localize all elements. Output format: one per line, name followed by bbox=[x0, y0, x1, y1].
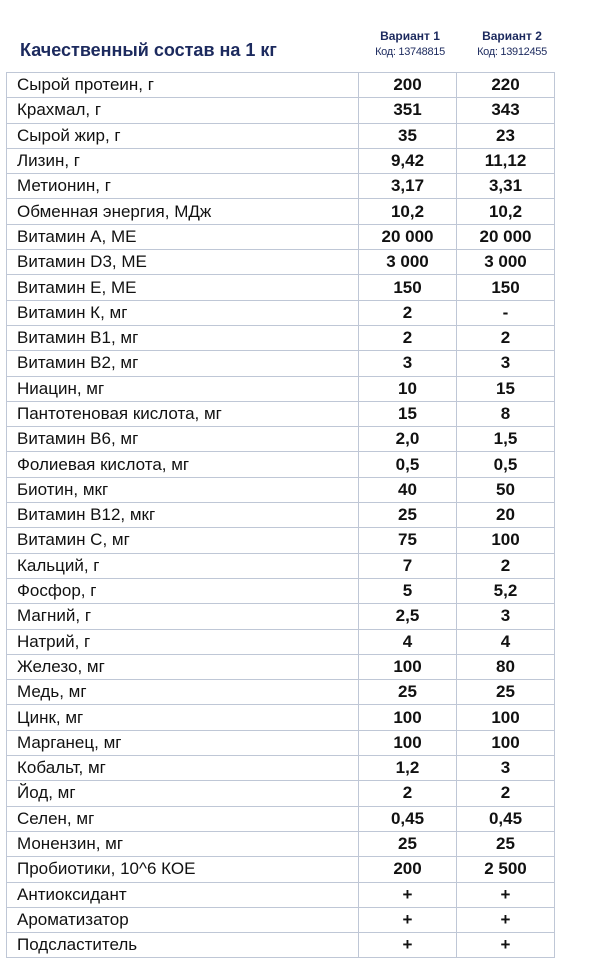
nutrient-name: Биотин, мкг bbox=[7, 477, 359, 502]
variant-1-value: 150 bbox=[359, 275, 457, 300]
composition-table bbox=[6, 72, 555, 958]
nutrient-name: Ароматизатор bbox=[7, 907, 359, 932]
nutrient-name: Витамин В6, мг bbox=[7, 427, 359, 452]
variant-2-value: + bbox=[457, 882, 555, 907]
variant-2-value: 3 bbox=[457, 756, 555, 781]
table-row bbox=[7, 781, 555, 806]
table-row bbox=[7, 325, 555, 350]
nutrient-name: Витамин В2, мг bbox=[7, 351, 359, 376]
table-row bbox=[7, 477, 555, 502]
table-title: Качественный состав на 1 кг bbox=[20, 40, 277, 60]
nutrient-name: Витамин D3, МЕ bbox=[7, 250, 359, 275]
table-row bbox=[7, 907, 555, 932]
variant-1-value: 35 bbox=[359, 123, 457, 148]
variant-1-value: 2 bbox=[359, 325, 457, 350]
table-row bbox=[7, 503, 555, 528]
variant-2-value: 220 bbox=[457, 73, 555, 98]
variant-1-value: 351 bbox=[359, 98, 457, 123]
variant-2-value: 20 000 bbox=[457, 224, 555, 249]
table-row bbox=[7, 730, 555, 755]
nutrient-name: Магний, г bbox=[7, 604, 359, 629]
variant-2-code: Код: 13912455 bbox=[477, 46, 547, 58]
variant-2-value: 2 bbox=[457, 781, 555, 806]
variant-1-value: 10,2 bbox=[359, 199, 457, 224]
variant-2-value: 3,31 bbox=[457, 174, 555, 199]
nutrient-name: Обменная энергия, МДж bbox=[7, 199, 359, 224]
variant-1-value: 3,17 bbox=[359, 174, 457, 199]
variant-1-code: Код: 13748815 bbox=[375, 46, 445, 58]
variant-2-value: 0,5 bbox=[457, 452, 555, 477]
variant-2-value: 8 bbox=[457, 401, 555, 426]
variant-1-value: 2 bbox=[359, 781, 457, 806]
nutrient-name: Витамин А, МЕ bbox=[7, 224, 359, 249]
variant-1-value: 2,5 bbox=[359, 604, 457, 629]
variant-2-value: 4 bbox=[457, 629, 555, 654]
variant-1-header bbox=[364, 28, 456, 60]
table-row bbox=[7, 250, 555, 275]
variant-1-value: 1,2 bbox=[359, 756, 457, 781]
nutrient-name: Фолиевая кислота, мг bbox=[7, 452, 359, 477]
table-row bbox=[7, 553, 555, 578]
table-row bbox=[7, 756, 555, 781]
nutrient-name: Пробиотики, 10^6 КОЕ bbox=[7, 857, 359, 882]
nutrient-name: Витамин Е, МЕ bbox=[7, 275, 359, 300]
variant-1-value: 5 bbox=[359, 578, 457, 603]
table-row bbox=[7, 806, 555, 831]
nutrient-name: Кальций, г bbox=[7, 553, 359, 578]
variant-1-value: 100 bbox=[359, 705, 457, 730]
nutrient-name: Цинк, мг bbox=[7, 705, 359, 730]
variant-2-value: 80 bbox=[457, 654, 555, 679]
variant-1-value: 0,45 bbox=[359, 806, 457, 831]
table-row bbox=[7, 376, 555, 401]
variant-1-value: 9,42 bbox=[359, 148, 457, 173]
variant-2-value: 3 000 bbox=[457, 250, 555, 275]
variant-2-value: 1,5 bbox=[457, 427, 555, 452]
nutrient-name: Подсластитель bbox=[7, 933, 359, 958]
variant-2-value: 20 bbox=[457, 503, 555, 528]
nutrient-name: Витамин В1, мг bbox=[7, 325, 359, 350]
nutrient-name: Витамин С, мг bbox=[7, 528, 359, 553]
variant-2-value: 2 bbox=[457, 553, 555, 578]
variant-1-name: Вариант 1 bbox=[380, 29, 440, 43]
nutrient-name: Кобальт, мг bbox=[7, 756, 359, 781]
variant-1-value: 200 bbox=[359, 73, 457, 98]
variant-1-value: 200 bbox=[359, 857, 457, 882]
variant-2-value: 25 bbox=[457, 831, 555, 856]
nutrient-name: Йод, мг bbox=[7, 781, 359, 806]
variant-2-value: 100 bbox=[457, 730, 555, 755]
table-row bbox=[7, 882, 555, 907]
nutrient-name: Сырой жир, г bbox=[7, 123, 359, 148]
variant-1-value: 3 bbox=[359, 351, 457, 376]
variant-2-value: 50 bbox=[457, 477, 555, 502]
table-row bbox=[7, 654, 555, 679]
variant-1-value: 2 bbox=[359, 300, 457, 325]
variant-1-value: 15 bbox=[359, 401, 457, 426]
table-row bbox=[7, 123, 555, 148]
nutrient-name: Витамин В12, мкг bbox=[7, 503, 359, 528]
variant-2-value: 25 bbox=[457, 680, 555, 705]
table-row bbox=[7, 300, 555, 325]
table-row bbox=[7, 98, 555, 123]
variant-2-value: 3 bbox=[457, 604, 555, 629]
table-row bbox=[7, 199, 555, 224]
variant-2-header bbox=[466, 28, 558, 60]
variant-1-value: 20 000 bbox=[359, 224, 457, 249]
table-row bbox=[7, 629, 555, 654]
variant-1-value: 25 bbox=[359, 831, 457, 856]
table-header bbox=[0, 0, 600, 72]
variant-1-value: 100 bbox=[359, 654, 457, 679]
table-row bbox=[7, 680, 555, 705]
variant-2-value: 150 bbox=[457, 275, 555, 300]
table-row bbox=[7, 275, 555, 300]
variant-1-value: 0,5 bbox=[359, 452, 457, 477]
variant-2-value: 23 bbox=[457, 123, 555, 148]
variant-2-value: 343 bbox=[457, 98, 555, 123]
variant-2-value: + bbox=[457, 933, 555, 958]
table-row bbox=[7, 831, 555, 856]
table-row bbox=[7, 401, 555, 426]
variant-2-value: 5,2 bbox=[457, 578, 555, 603]
nutrient-name: Сырой протеин, г bbox=[7, 73, 359, 98]
nutrient-name: Натрий, г bbox=[7, 629, 359, 654]
variant-2-value: 10,2 bbox=[457, 199, 555, 224]
variant-2-value: 100 bbox=[457, 528, 555, 553]
nutrient-name: Пантотеновая кислота, мг bbox=[7, 401, 359, 426]
table-row bbox=[7, 528, 555, 553]
variant-1-value: 25 bbox=[359, 680, 457, 705]
table-row bbox=[7, 578, 555, 603]
nutrient-name: Железо, мг bbox=[7, 654, 359, 679]
variant-1-value: 100 bbox=[359, 730, 457, 755]
nutrient-name: Марганец, мг bbox=[7, 730, 359, 755]
variant-2-value: 100 bbox=[457, 705, 555, 730]
table-row bbox=[7, 351, 555, 376]
variant-2-name: Вариант 2 bbox=[482, 29, 542, 43]
nutrient-name: Фосфор, г bbox=[7, 578, 359, 603]
table-row bbox=[7, 174, 555, 199]
variant-2-value: 2 500 bbox=[457, 857, 555, 882]
table-row bbox=[7, 933, 555, 958]
nutrient-name: Монензин, мг bbox=[7, 831, 359, 856]
variant-1-value: 10 bbox=[359, 376, 457, 401]
table-row bbox=[7, 705, 555, 730]
variant-1-value: + bbox=[359, 907, 457, 932]
table-row bbox=[7, 148, 555, 173]
nutrient-name: Метионин, г bbox=[7, 174, 359, 199]
table-row bbox=[7, 857, 555, 882]
table-row bbox=[7, 427, 555, 452]
nutrient-name: Крахмал, г bbox=[7, 98, 359, 123]
variant-1-value: 40 bbox=[359, 477, 457, 502]
nutrient-name: Ниацин, мг bbox=[7, 376, 359, 401]
variant-2-value: - bbox=[457, 300, 555, 325]
nutrient-name: Медь, мг bbox=[7, 680, 359, 705]
variant-1-value: 3 000 bbox=[359, 250, 457, 275]
variant-2-value: 2 bbox=[457, 325, 555, 350]
variant-1-value: 4 bbox=[359, 629, 457, 654]
variant-1-value: 75 bbox=[359, 528, 457, 553]
composition-rows bbox=[7, 73, 555, 958]
variant-2-value: 3 bbox=[457, 351, 555, 376]
nutrient-name: Селен, мг bbox=[7, 806, 359, 831]
variant-1-value: 25 bbox=[359, 503, 457, 528]
variant-2-value: 15 bbox=[457, 376, 555, 401]
table-row bbox=[7, 224, 555, 249]
variant-1-value: + bbox=[359, 882, 457, 907]
table-row bbox=[7, 452, 555, 477]
variant-1-value: 2,0 bbox=[359, 427, 457, 452]
nutrient-name: Лизин, г bbox=[7, 148, 359, 173]
variant-1-value: + bbox=[359, 933, 457, 958]
variant-2-value: 11,12 bbox=[457, 148, 555, 173]
nutrient-name: Витамин К, мг bbox=[7, 300, 359, 325]
variant-1-value: 7 bbox=[359, 553, 457, 578]
table-row bbox=[7, 73, 555, 98]
table-row bbox=[7, 604, 555, 629]
nutrient-name: Антиоксидант bbox=[7, 882, 359, 907]
variant-2-value: 0,45 bbox=[457, 806, 555, 831]
variant-2-value: + bbox=[457, 907, 555, 932]
